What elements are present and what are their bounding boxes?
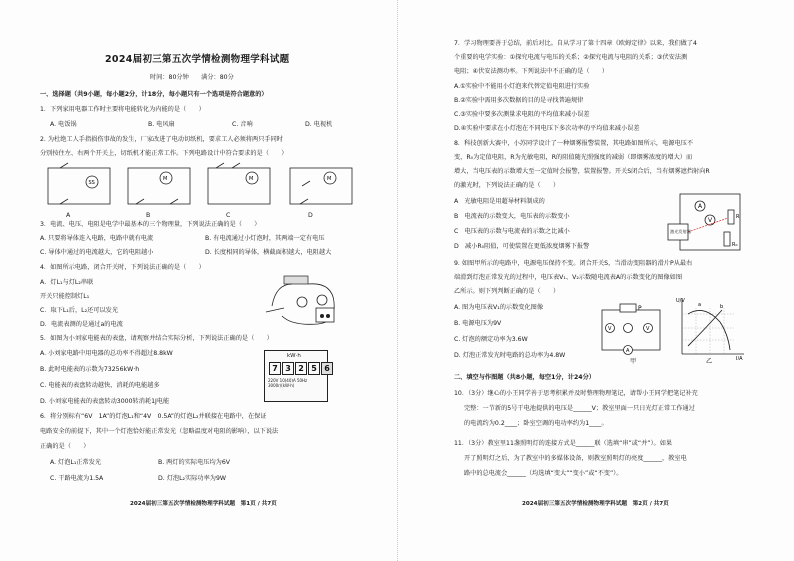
q6-option-c: C. 干路电流为1.5A bbox=[50, 475, 104, 482]
q5-option-b: B. 此时电能表的示数为73256kW·h bbox=[40, 366, 140, 373]
exam-page-right bbox=[397, 0, 794, 561]
q3-option-c: C. 导体中通过的电流越大，它的电阻越小 bbox=[40, 249, 154, 256]
q7-option-b: B.②实验中需用多次数据的目的是寻找普遍规律 bbox=[454, 97, 584, 104]
question-7-line2: 个重要的电学实验：①探究电流与电压的关系；②探究电流与电阻的关系；③伏安法测 bbox=[454, 54, 688, 61]
q9-option-b: B. 电源电压为9V bbox=[454, 320, 502, 327]
question-3: 3．电流、电压、电阻是电学中最基本的三个物理量，下列说法正确的是（ ） bbox=[40, 221, 261, 228]
circuit-c bbox=[208, 163, 270, 204]
q7-option-c: C.③实验中要多次测量求电阻的平均值来减小误差 bbox=[454, 111, 590, 118]
q2-label-c: C bbox=[226, 212, 231, 219]
circuit-b bbox=[128, 168, 190, 204]
q9-option-c: C. 灯泡的额定功率为3.6W bbox=[454, 336, 528, 343]
q9-circuit-jia bbox=[596, 302, 666, 360]
question-7-line1: 7．学习物理要善于总结，前后对比。自从学习了第十四章《欧姆定律》以来，我们做了4 bbox=[454, 40, 697, 47]
svg-text:A: A bbox=[626, 348, 630, 354]
exam-time-info: 时间：80分钟 满分：80分 bbox=[150, 74, 234, 81]
meter-digit: 6 bbox=[321, 362, 333, 375]
svg-text:b: b bbox=[720, 304, 724, 310]
footer-right: 2024届初三第五次学情检测物理学科试题 第2页 / 共7页 bbox=[522, 501, 669, 507]
q7-option-d: D.④实验中要求在小灯泡在不同电压下多次功率的平均值来减小误差 bbox=[454, 125, 640, 132]
question-2-line2: 分别按住左、右两个开关上，切纸机才能正常工作。下列电路设计中符合要求的是（ ） bbox=[40, 150, 288, 157]
q5-option-d: D. 小刘家电能表的表盘转动3000转消耗1J电能 bbox=[40, 398, 170, 405]
question-8-line1: 8．科技创新大赛中，小苏同学设计了一种烟雾报警装置，其电路如图所示，电源电压不 bbox=[454, 140, 694, 147]
question-10-line2: 完整：一节新的5号干电池提供的电压是______V；教室里面一只日光灯正常工作通过 bbox=[464, 405, 695, 412]
section-fill-heading: 二、填空与作图题（共8小题，每空1分，计24分） bbox=[454, 374, 595, 381]
question-11-line1: 11．（3分）教室里11盏照明灯的连接方式是______联（选填“串”或“并”）。如果 bbox=[454, 440, 673, 447]
meter-digits bbox=[269, 362, 333, 375]
q2-label-b: B bbox=[146, 212, 151, 219]
svg-text:U/V: U/V bbox=[676, 298, 685, 304]
q6-option-d: D. 灯泡L₂实际功率为9W bbox=[158, 475, 226, 482]
question-8-line2: 变，R₀为定值电阻，R为光敏电阻，R的阻值随光照强度的减弱（即烟雾浓度的增大）而 bbox=[454, 154, 693, 161]
question-8-line4: 的激光时，下列说法正确的是（ ） bbox=[454, 182, 560, 189]
electricity-meter bbox=[264, 350, 328, 402]
q4-circuit-figure bbox=[262, 272, 352, 328]
q1-option-b: B. 电风扇 bbox=[148, 121, 175, 128]
question-6-line1: 6．将分别标有“6V 1A”的灯泡L₁和“4V 0.5A”的灯泡L₂并联接在电路中，在保证 bbox=[40, 413, 267, 420]
circuit-d bbox=[290, 168, 352, 204]
q3-option-b: B. 有电流通过小灯泡时，其两端一定有电压 bbox=[205, 235, 325, 242]
q5-option-c: C. 电能表的表盘转动越快，消耗的电能越多 bbox=[40, 382, 160, 389]
footer-left: 2024届初三第五次学情检测物理学科试题 第1页 / 共7页 bbox=[130, 501, 277, 507]
q6-option-a: A. 灯泡L₁正常发光 bbox=[50, 459, 102, 466]
q4-option-c: C．取下L₁后，L₂还可以发光 bbox=[40, 307, 119, 314]
q9-figure-yi-label: 乙 bbox=[706, 358, 713, 365]
q4-option-b: 开关只能控制灯L₁ bbox=[40, 293, 90, 300]
question-9-line1: 9. 如图甲所示的电路中，电源电压保持不变。闭合开关S，当滑动变阻器的滑片P从最右 bbox=[454, 260, 693, 267]
svg-text:V: V bbox=[608, 326, 612, 332]
svg-text:a: a bbox=[698, 302, 702, 308]
meter-digit: 3 bbox=[282, 362, 294, 375]
q5-option-a: A. 小刘家电路中用电器的总功率不得超过8.8kW bbox=[40, 350, 173, 357]
question-8-line3: 增大，当电压表的示数增大至一定值时会报警，装置报警。开关S闭合后，当有烟雾遮挡射向R bbox=[454, 168, 710, 175]
q3-option-d: D. 长度相同的导体，横截面积越大，电阻越大 bbox=[205, 249, 332, 256]
q9-option-a: A. 图为电压表V₁的示数变化图像 bbox=[454, 304, 544, 311]
q8-option-a: A 光敏电阻是用超导材料制成的 bbox=[454, 198, 545, 205]
q6-option-b: B. 两灯的实际电压均为6V bbox=[158, 459, 231, 466]
question-10-line1: 10．（3分）继心的小王同学善于思考积累并及时整理物理笔记，请帮小王同学把笔记补充 bbox=[454, 390, 698, 397]
q8-option-c: C 电压表的示数与电流表的示数之比减小 bbox=[454, 228, 570, 235]
question-11-line2: 开了照明灯之后，为了教室中的多媒体设备，则教室照明灯的亮度______，教室电 bbox=[464, 455, 687, 462]
q8-circuit-figure bbox=[666, 188, 746, 256]
svg-text:M: M bbox=[249, 176, 254, 182]
meter-info: 220V 10(40)A 50Hz 3000r/(kW·h) bbox=[268, 378, 308, 388]
q1-option-d: D. 电视机 bbox=[305, 121, 333, 128]
q9-figure-jia-label: 甲 bbox=[630, 358, 637, 365]
question-6-line3: 正确的是（ ） bbox=[40, 443, 90, 450]
q9-option-d: D. 灯泡正常发光时电路的总功率为4.8W bbox=[454, 352, 566, 359]
svg-text:M: M bbox=[163, 176, 168, 182]
meter-digit: 2 bbox=[295, 362, 307, 375]
q4-option-a: A．灯L₁与灯L₂串联 bbox=[40, 279, 94, 286]
q2-label-d: D bbox=[308, 212, 313, 219]
svg-text:P: P bbox=[638, 305, 642, 312]
svg-text:M: M bbox=[327, 176, 332, 182]
svg-text:V: V bbox=[708, 217, 713, 224]
q7-option-a: A.①实验中不能用小灯泡来代替定值电阻进行实验 bbox=[454, 83, 590, 90]
question-11-line3: 路中的总电流会______（均选填“变大”“变小”或“不变”）。 bbox=[464, 470, 623, 477]
q1-option-c: C. 音响 bbox=[232, 121, 253, 128]
q1-option-a: A. 电饭锅 bbox=[50, 121, 77, 128]
svg-text:R: R bbox=[736, 214, 740, 220]
meter-digit: 7 bbox=[269, 362, 281, 375]
svg-text:V: V bbox=[646, 326, 650, 332]
q8-laser-label: 激光发射器 bbox=[670, 229, 691, 234]
meter-unit: kW·h bbox=[287, 353, 301, 359]
question-9-line3: 乙所示。则下列判断正确的是（ ） bbox=[454, 288, 560, 295]
q2-label-a: A bbox=[66, 212, 71, 219]
question-6-line2: 电路安全的前提下，其中一个灯泡恰好能正常发光（忽略温度对电阻的影响），以下说法 bbox=[40, 428, 279, 435]
svg-text:SS: SS bbox=[88, 180, 95, 186]
q4-option-d: D．电流表测的是通过a的电流 bbox=[40, 321, 123, 328]
svg-text:I/A: I/A bbox=[736, 356, 743, 360]
q3-option-a: A. 只要将导体连入电路，电路中就有电流 bbox=[40, 235, 154, 242]
svg-text:R₀: R₀ bbox=[732, 242, 738, 248]
question-2-line1: 2. 为杜绝工人手指损伤事故的发生，厂家改进了电动切纸机，要求工人必须将两只手同时 bbox=[40, 136, 283, 143]
question-4: 4．如图所示电路，闭合开关时，下列说法正确的是（ ） bbox=[40, 264, 205, 271]
question-10-line3: 的电流约为0.2____；卧室空调的电功率约为1____。 bbox=[464, 420, 608, 427]
question-7-line3: 电阻；④伏安法测功率。下列说法中不正确的是（ ） bbox=[454, 68, 609, 75]
q2-circuit-diagrams bbox=[40, 162, 360, 214]
question-9-line2: 端滑到灯泡正常发光的过程中，电压表V₁、V₂示数随电流表A的示数变化的图像如图 bbox=[454, 274, 683, 281]
circuit-a bbox=[48, 163, 110, 204]
meter-digit: 5 bbox=[308, 362, 320, 375]
q8-option-d: D 减小R₀阻值，可使装置在更低浓度烟雾下报警 bbox=[454, 243, 590, 250]
question-5: 5．如图为小刘家电能表的表盘，请观察并结合实际分析，下列说法正确的是（ ） bbox=[40, 335, 273, 342]
q9-graph-yi bbox=[674, 294, 746, 360]
exam-title: 2024届初三第五次学情检测物理学科试题 bbox=[105, 54, 290, 65]
question-1: 1．下列家用电器工作时主要将电能转化为内能的是（ ） bbox=[40, 106, 205, 113]
q8-option-b: B 电流表的示数变大，电压表的示数变小 bbox=[454, 213, 570, 220]
section-choice-heading: 一、选择题（共9小题，每小题2分，计18分，每小题只有一个选项是符合题意的） bbox=[40, 91, 268, 98]
svg-text:A: A bbox=[698, 203, 703, 210]
